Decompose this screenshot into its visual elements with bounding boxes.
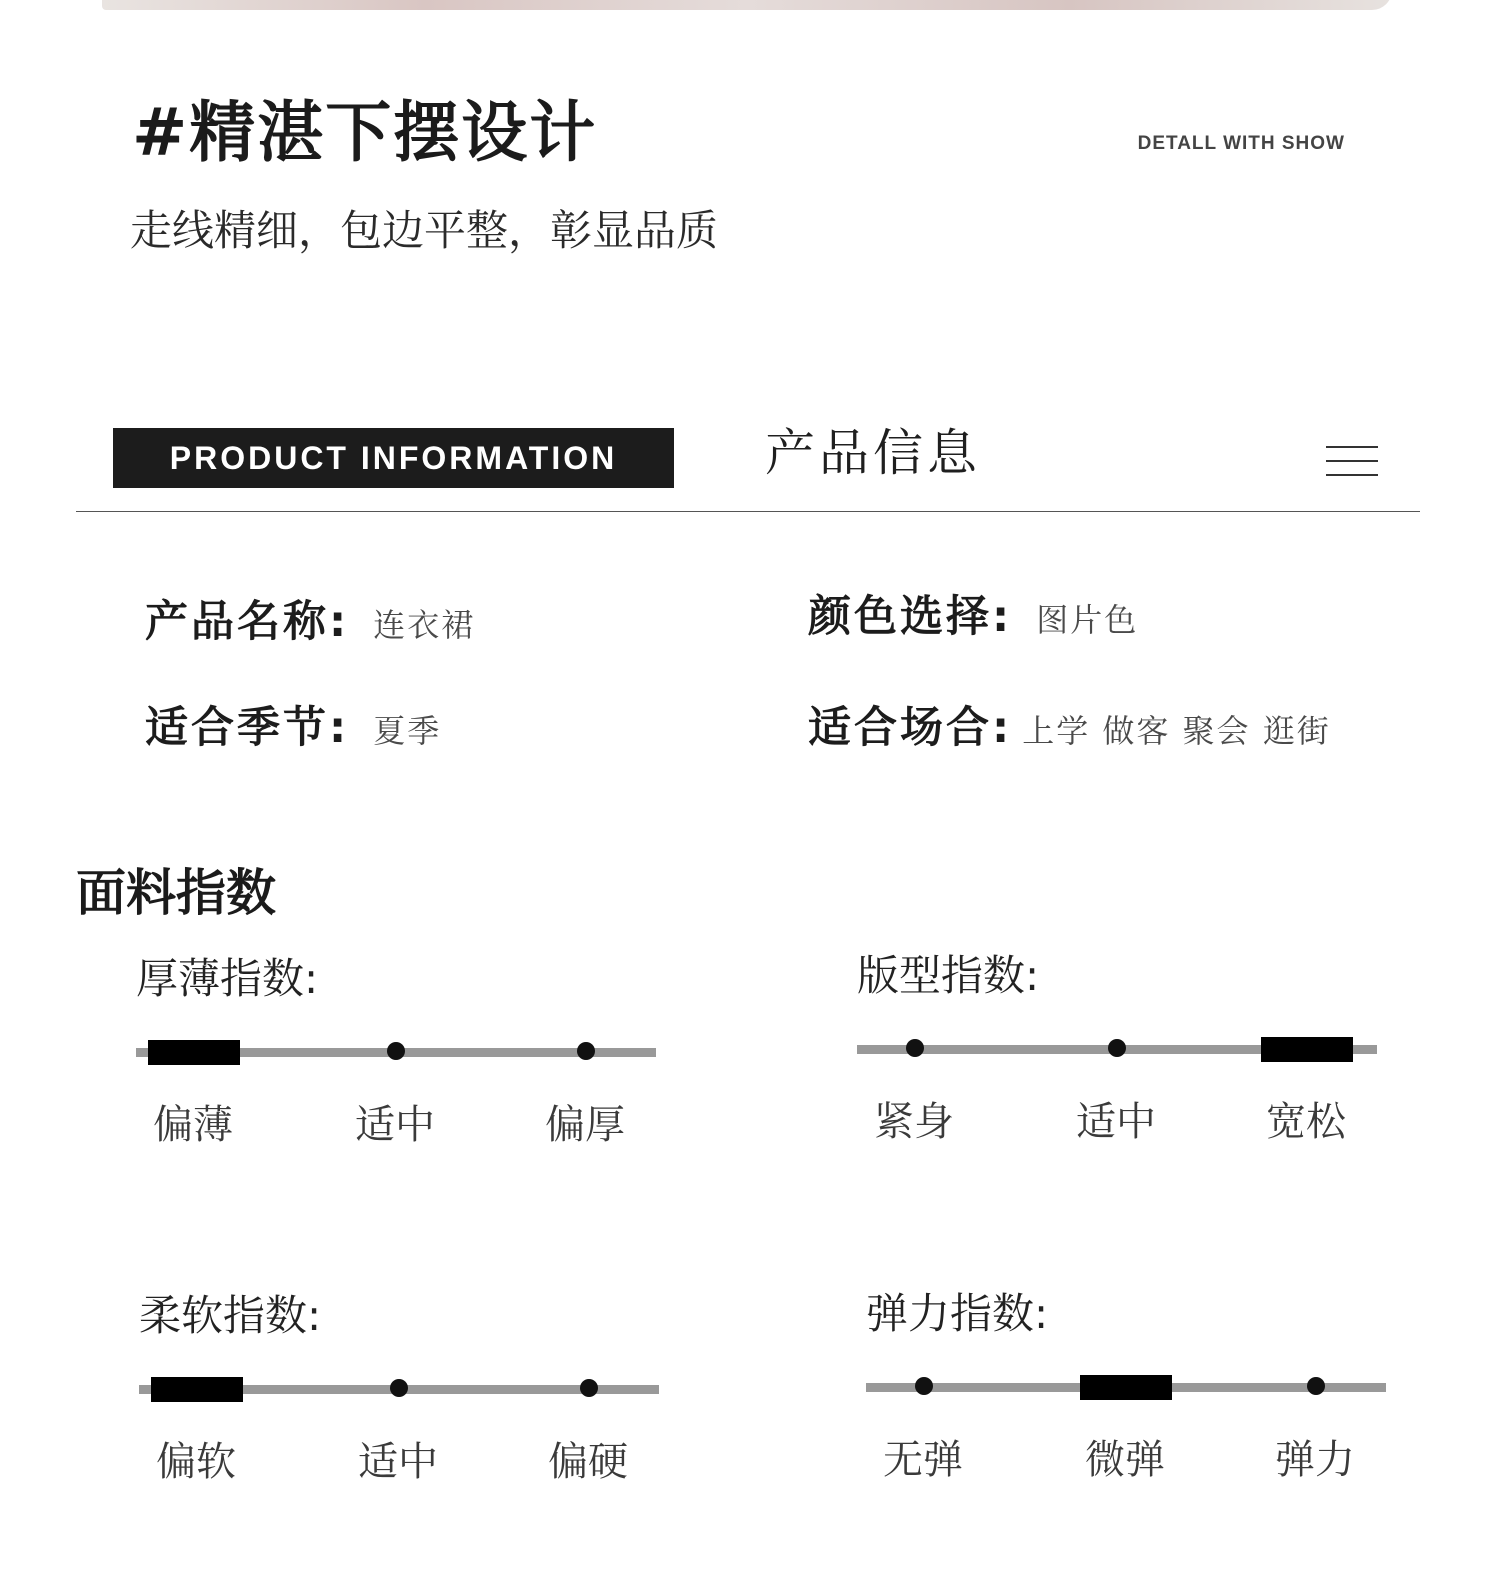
info-value: 图片色 (1036, 601, 1139, 639)
option-dot (915, 1377, 933, 1395)
option-dot (580, 1379, 598, 1397)
product-information-badge-text: PRODUCT INFORMATION (169, 439, 618, 476)
softness-scale (139, 1291, 679, 1485)
selected-marker (151, 1377, 243, 1402)
option-label: 宽松 (1266, 1099, 1346, 1145)
info-product-name (145, 588, 475, 649)
info-value: 连衣裙 (373, 606, 476, 644)
option-label: 适中 (355, 1102, 435, 1148)
selected-marker (148, 1040, 240, 1065)
info-occasion (808, 694, 1331, 755)
option-label: 适中 (1076, 1099, 1156, 1145)
hero-english-tag: DETALL WITH SHOW (1137, 133, 1345, 154)
option-dot (1307, 1377, 1325, 1395)
info-season (145, 694, 441, 755)
elasticity-scale (866, 1289, 1406, 1483)
hero-title: #精湛下摆设计 (132, 94, 598, 171)
scale-title: 弹力指数: (866, 1289, 1049, 1338)
info-label: 适合场合: (808, 703, 1013, 753)
scale-title: 柔软指数: (139, 1291, 322, 1340)
option-dot (577, 1042, 595, 1060)
scale-title: 版型指数: (857, 951, 1040, 1000)
thickness-scale (136, 954, 676, 1148)
selected-marker (1261, 1037, 1353, 1062)
option-dot (1108, 1039, 1126, 1057)
option-label: 偏软 (156, 1439, 236, 1485)
hero-subtitle: 走线精细，包边平整，彰显品质 (130, 206, 719, 255)
fabric-index-title: 面料指数 (76, 864, 276, 922)
option-label: 紧身 (874, 1099, 954, 1145)
scale-title: 厚薄指数: (136, 954, 319, 1003)
option-label: 无弹 (883, 1437, 963, 1483)
info-value: 夏季 (373, 712, 442, 750)
selected-marker (1080, 1375, 1172, 1400)
info-label: 颜色选择: (808, 592, 1013, 642)
option-label: 适中 (358, 1439, 438, 1485)
menu-icon[interactable] (1326, 446, 1378, 476)
option-dot (390, 1379, 408, 1397)
section-divider (76, 511, 1420, 512)
option-dot (906, 1039, 924, 1057)
option-label: 偏厚 (545, 1102, 625, 1148)
option-label: 弹力 (1275, 1437, 1355, 1483)
product-information-badge (113, 428, 674, 488)
info-value: 上学 做客 聚会 逛街 (1022, 712, 1331, 750)
product-information-title: 产品信息 (765, 424, 981, 482)
info-color (808, 583, 1138, 644)
info-label: 产品名称: (145, 597, 350, 647)
top-photo-strip (102, 0, 1392, 10)
option-label: 偏薄 (153, 1102, 233, 1148)
option-label: 微弹 (1085, 1437, 1165, 1483)
fit-scale (857, 951, 1397, 1145)
option-label: 偏硬 (548, 1439, 628, 1485)
info-label: 适合季节: (145, 703, 350, 753)
option-dot (387, 1042, 405, 1060)
